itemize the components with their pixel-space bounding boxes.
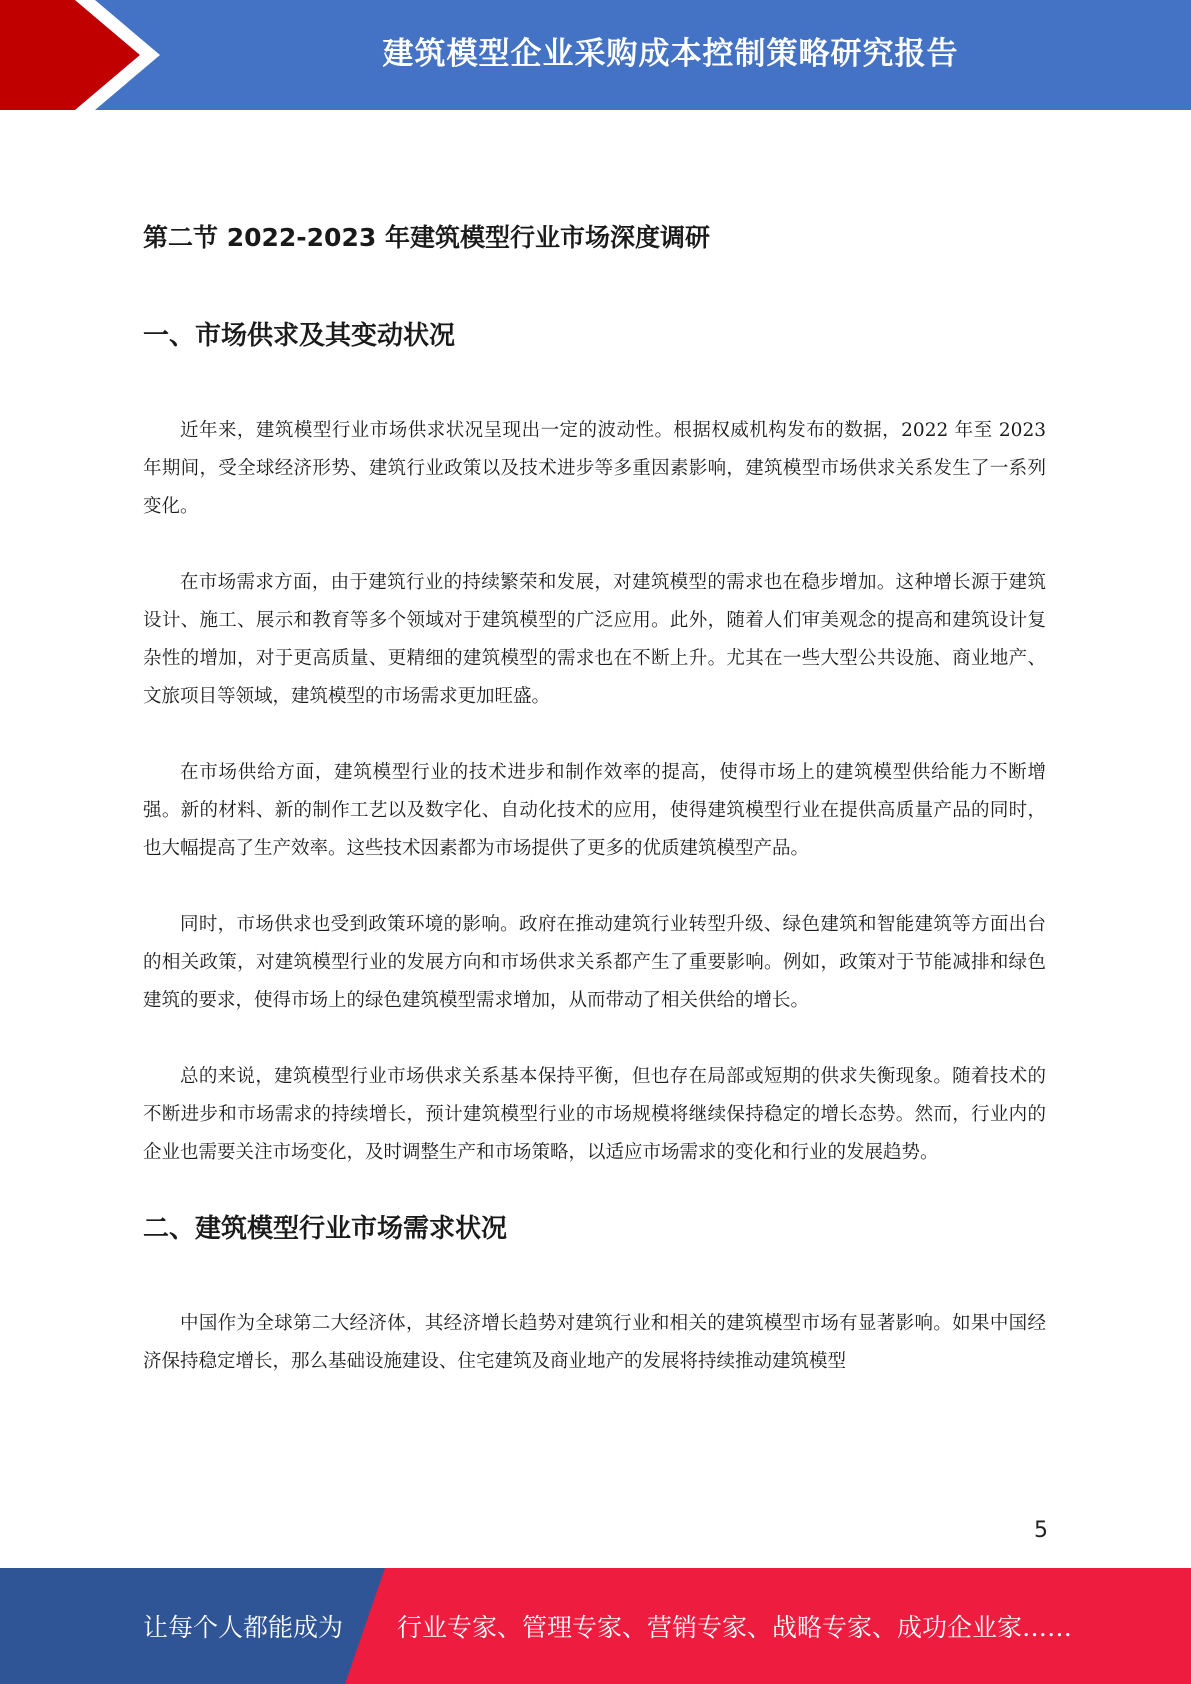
page-footer-banner bbox=[0, 1568, 1191, 1684]
paragraph: 近年来，建筑模型行业市场供求状况呈现出一定的波动性。根据权威机构发布的数据，2022 年至 2023 年期间，受全球经济形势、建筑行业政策以及技术进步等多重因素影响，建筑模型市场供求关系发生了一系列变化。 bbox=[143, 420, 1046, 517]
paragraph: 同时，市场供求也受到政策环境的影响。政府在推动建筑行业转型升级、绿色建筑和智能建筑等方面出台的相关政策，对建筑模型行业的发展方向和市场供求关系都产生了重要影响。例如，政策对于节能减排和绿色建筑的要求，使得市场上的绿色建筑模型需求增加，从而带动了相关供给的增长。 bbox=[143, 914, 1046, 1011]
subsection-title-2: 二、建筑模型行业市场需求状况 bbox=[143, 1214, 508, 1244]
paragraph: 在市场需求方面，由于建筑行业的持续繁荣和发展，对建筑模型的需求也在稳步增加。这种增长源于建筑设计、施工、展示和教育等多个领域对于建筑模型的广泛应用。此外，随着人们审美观念的提高和建筑设计复杂性的增加，对于更高质量、更精细的建筑模型的需求也在不断上升。尤其在一些大型公共设施、商业地产、文旅项目等领域，建筑模型的市场需求更加旺盛。 bbox=[143, 572, 1046, 707]
subsection-title-1: 一、市场供求及其变动状况 bbox=[143, 321, 456, 351]
page-content bbox=[143, 200, 1046, 1381]
page-number: 5 bbox=[1034, 1518, 1048, 1543]
section-title: 第二节 2022-2023 年建筑模型行业市场深度调研 bbox=[143, 223, 710, 252]
report-title: 建筑模型企业采购成本控制策略研究报告 bbox=[382, 35, 959, 72]
paragraph: 中国作为全球第二大经济体，其经济增长趋势对建筑行业和相关的建筑模型市场有显著影响。如果中国经济保持稳定增长，那么基础设施建设、住宅建筑及商业地产的发展将持续推动建筑模型 bbox=[143, 1313, 1046, 1372]
footer-slogan-right: 行业专家、管理专家、营销专家、战略专家、成功企业家…… bbox=[397, 1613, 1073, 1642]
footer-slogan-left: 让每个人都能成为 bbox=[143, 1613, 344, 1642]
paragraph: 总的来说，建筑模型行业市场供求关系基本保持平衡，但也存在局部或短期的供求失衡现象。随着技术的不断进步和市场需求的持续增长，预计建筑模型行业的市场规模将继续保持稳定的增长态势。然而，行业内的企业也需要关注市场变化，及时调整生产和市场策略，以适应市场需求的变化和行业的发展趋势。 bbox=[143, 1066, 1046, 1163]
paragraph: 在市场供给方面，建筑模型行业的技术进步和制作效率的提高，使得市场上的建筑模型供给能力不断增强。新的材料、新的制作工艺以及数字化、自动化技术的应用，使得建筑模型行业在提供高质量产品的同时，也大幅提高了生产效率。这些技术因素都为市场提供了更多的优质建筑模型产品。 bbox=[143, 762, 1046, 859]
page-header-banner bbox=[0, 0, 1191, 110]
